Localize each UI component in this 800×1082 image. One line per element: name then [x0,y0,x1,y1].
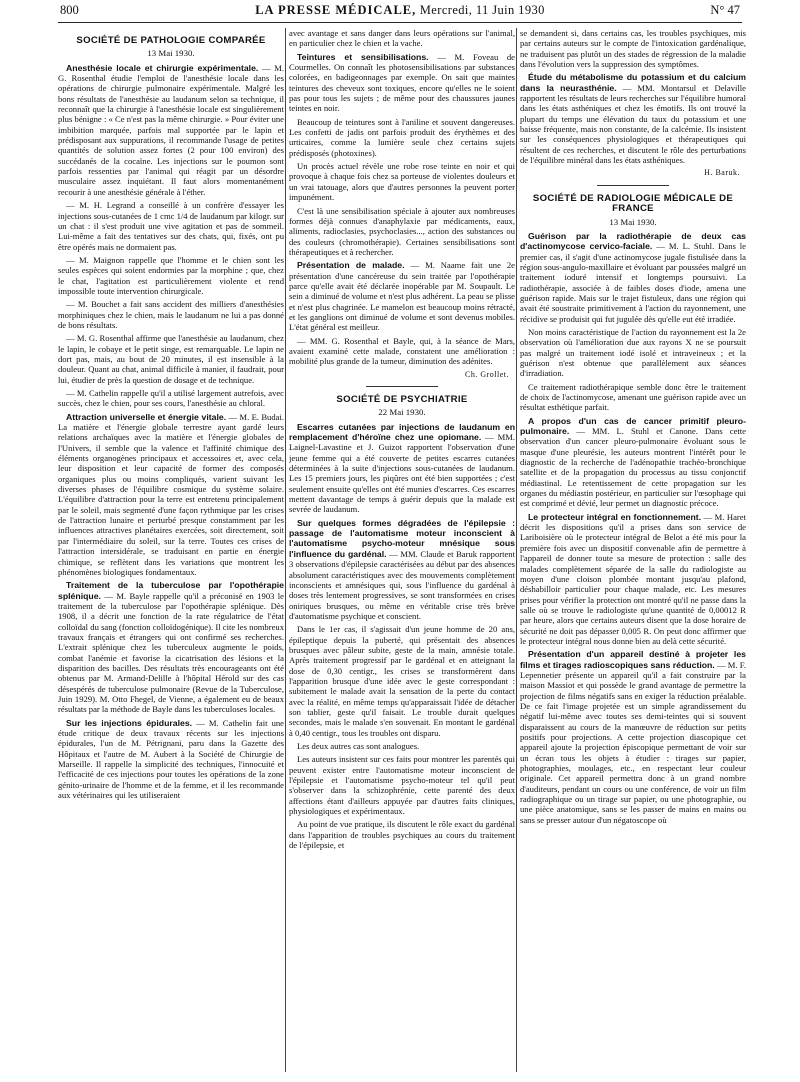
paragraph-text: Les auteurs insistent sur ces faits pour montrer les parentés qui peuvent exister entre l'automatisme moteur inconscient de l'épilepsie et l'automatisme psycho-moteur tel qu'il peut s'observer dans la schizophrénie, cette parenté des deux affections étant d'ailleurs appuyée par d'autres faits cliniques, physiologiques et expérimentaux. [289,754,515,817]
paragraph-text: — M. Foveau de Courmelles. On connaît les photosensibilisations par substances colorées, en badigeonnages par exemple. On sait que maintes teintures des cheveux sont toxiques, encore qu'elles ne le soient pas pour tous les sujets ; de même pour des chaussures jaunes teintes en noir. [289,51,515,114]
body-paragraph [520,28,746,69]
column-2 [289,28,515,1076]
column-divider [516,28,517,1072]
paragraph-text: — M. G. Rosenthal étudie l'emploi de l'anesthésie locale dans les opérations de chirurgie pulmonaire expérimentale. Malgré les bons résultats de l'anesthésie au laudanum selon sa technique, il reconnaît que la chirurgie à l'anesthésie locale est singulièrement plus bénigne : « Ce n'est pas la même chirurgie. » Pour éviter une imbibition marquée, parfois mal supportée par le lapin et prédisposant aux suppurations, il recommande l'usage de petites quantités de solution assez fortes (2 pour 100 environ) des succédanés de la cocaïne. Les injections sur le poumon sont parfois ressenties par l'animal qui réagit par un désordre musculaire assez inquiétant. Il faut alors momentanément recourir à une anesthésie générale à l'éther. [58,62,284,197]
body-paragraph [289,336,515,367]
paragraph-text: — M. Cathelin rappelle qu'il a utilisé largement autrefois, avec succès, chez le chien, pour ses cours, l'anesthésie au chloral. [58,388,284,409]
paragraph-text: Beaucoup de teintures sont à l'aniline et souvent dangereuses. Les confetti de jadis ont parfois produit des érythèmes et des urticaires, comme la lumière seule chez certains sujets prédisposés (photoxines). [289,116,515,158]
section-title: SOCIÉTÉ DE PSYCHIATRIE [336,394,468,405]
header-rule [58,22,742,23]
article-heading: Traitement de la tuberculose par l'opothérapie splénique. [58,580,284,601]
paragraph-text: — M. F. Lepennetier présente un appareil qu'il a fait construire par la maison Massiot et qui possède le grand avantage de permettre la projection de films négatifs sans en exiger la réduction préalable. De ce fait l'image projetée est un simple agrandissement du négatif lui-même avec toutes ses demi-teintes qui si souvent disparaissent au cours de la manœuvre de réduction sur petits positifs pour projections. A cette projection diascopique cet appareil ajoute la projection épiscopique permettant de voir sur un écran tous les objets à étudier : tirages sur papier, photographies, moulages, etc., en respectant leur couleur originale. Cet appareil permettra donc à un grand nombre d'auditeurs, pendant un cours ou une conférence, de voir un film radiographique ou un tirage sur papier, ou une photographie, ou une pièce anatomique, sans se les passer de mains en mains ou sans se presser autour d'un négatoscope où [520,659,746,825]
journal-name: LA PRESSE MÉDICALE, [255,3,417,17]
body-paragraph [289,117,515,158]
paragraph-text: Un procès actuel révèle une robe rose teinte en noir et qui provoque à chaque fois chez sa porteuse de violentes douleurs et un vrai tatouage, alors que d'autres personnes la peuvent porter impunément. [289,161,515,203]
paragraph-text: — M. Bayle rappelle qu'il a préconisé en 1903 le traitement de la tuberculose par l'opothérapie splénique. Dès 1908, il a décrit une fonction de la rate régulatrice de l'état colloïdal du sang (fonction colloïdogénique). Il cite les nombreux travaux français et étrangers qui ont confirmé ses recherches. L'extrait splénique chez les tuberculeux augmente le poids, combat l'anémie et favorise la cicatrisation des lésions et la disparition des bacilles. Des résultats très encourageants ont été obtenus par M. Armand-Delille à l'hôpital Hérold sur des cas désespérés de tuberculose pulmonaire (Revue de la Tuberculose, Juin 1929). M. Otto Fhegel, de Vienne, a également eu de beaux résultats par la méthode de Bayle dans les tuberculoses locales. [58,590,284,715]
article-heading: Étude du métabolisme du potassium et du calcium dans la neurasthénie. [520,72,746,93]
running-header [58,3,742,21]
body-paragraph [289,206,515,258]
section-title: SOCIÉTÉ DE PATHOLOGIE COMPARÉE [76,35,266,46]
article-paragraph [520,72,746,165]
issue-date: Mercredi, 11 Juin 1930 [419,3,545,17]
article-heading: Guérison par la radiothérapie de deux cas d'actinomycose cervico-faciale. [520,230,746,252]
article-paragraph [58,63,284,197]
paragraph-text: — M. Maignon rappelle que l'homme et le chien sont les seules espèces qui soient endormies par la morphine ; que, chez le chat, l'agitation est particulièrement violente et rend impossible toute intervention chirurgicale. [58,254,284,296]
paragraph-text: — MM. G. Rosenthal et Bayle, qui, à la séance de Mars, avaient examiné cette malade, constatent une amélioration : mobilité plus grande de la tumeur, diminution des adénites. [289,335,515,367]
column-divider [285,28,286,1072]
paragraph-text: — M. Haret décrit les dispositions qu'il a prises dans son service de Lariboisière où le protecteur intégral de Belot a été mis pour la première fois avec un dispositif convenable afin de permettre à l'appareil de donner toute sa mesure de protection : salle des malades complètement séparée de la salle du radiologiste au moyen d'une cloison plombée montant jusqu'au plafond, déshabilloir particulier pour chaque malade, etc. Les mesures prises pour vérifier la protection ont montré qu'il ne passe dans la salle où se trouve le radiologiste qu'une quantité de 0,00012 R par heure, alors que certains auteurs disent que la dose horaire de sécurité ne doit pas dépasser 0,005 R. On peut donc affirmer que le protecteur intégral nous donne bien au delà cette sécurité. [520,511,746,646]
article-paragraph [58,580,284,714]
paragraph-text: C'est là une sensibilisation spéciale à ajouter aux nombreuses formes déjà connues d'anaphylaxie par médicaments, eaux, aliments, radioclasies, psychoclasies..., action des substances ou des couleurs (chromothérapie). Certaines sensibilisations sont thérapeutiques et à rechercher. [289,205,515,257]
body-paragraph [520,382,746,413]
paragraph-text: Ce traitement radiothérapique semble donc être le traitement de choix de l'actinomycose, amenant une guérison rapide avec un résultat esthétique parfait. [520,381,746,413]
signature: Ch. Grollet. [465,369,509,379]
paragraph-text: avec avantage et sans danger dans leurs opérations sur l'animal, en particulier chez le chien et la vache. [289,28,515,49]
paragraph-text: — M. Naame fait une 2e présentation d'une cancéreuse du sein traitée par l'opothérapie parce qu'elle avait été déclarée inopérable par M. Soupault. Le sein a diminué de volume et n'est plus adhérent. La peau se plisse et n'est plus chagrinée. Le mamelon est beaucoup moins rétracté, et les ganglions ont diminué de volume et sont devenus mobiles. L'état général est meilleur. [289,260,515,333]
article-heading: Le protecteur intégral en fonctionnement. [528,511,702,522]
article-heading: Escarres cutanées par injections de laudanum en remplacement d'héroïne chez une opiomane. [289,421,515,443]
article-heading: Sur les injections épidurales. [66,717,193,728]
column-1 [58,28,284,1076]
section-date: 13 Mai 1930. [609,216,657,227]
body-paragraph [289,741,515,751]
body-paragraph [289,819,515,850]
article-paragraph [520,649,746,825]
body-paragraph [58,200,284,252]
paragraph-text: — M. E. Budai. La matière et l'énergie globale terrestre ayant gardé leurs relations archaïques avec la matière et l'énergie globales de l'Univers, il semble que la valence et l'affinité chimique des éléments organogènes principaux et accessoires et, avec cela, leur disposition et leur capacité de former des composés organiques plus ou moins compliqués, varient suivant les diverses phases de l'équilibre cosmique du système solaire. L'équilibre d'attraction pour la terre est entretenu principalement par le soleil, mais segmenté d'une façon rythmique par les crises de l'attraction lunaire et perturbé presque constamment par les influences attractives planétaires exercées, soit directement, soit par l'intermédiaire du soleil, sur la terre. Toutes ces crises de l'attraction intersidérale, se traduisant en partie en énergie chimique, se reflètent dans les variations que montrent les phénomènes biologiques fondamentaux. [58,411,284,577]
article-paragraph [520,416,746,509]
column-3 [520,28,746,1076]
article-heading: Teintures et sensibilisations. [297,51,429,62]
paragraph-text: Non moins caractéristique de l'action du rayonnement est la 2e observation où l'amélioration due aux rayons X ne se poursuit pas malgré un traitement iodé isolé et intraveineux ; et la guérison n'est obtenue que parallèlement aux séances d'irradiation. [520,326,746,379]
section-date: 13 Mai 1930. [147,48,195,59]
signature: H. Baruk. [704,168,740,178]
paragraph-text: se demandent si, dans certains cas, les troubles psychiques, mis par certains auteurs sur le compte de l'intoxication gardénalique, ne traduisent pas plutôt un des stades de régression de la maladie dans l'évolution vers la suppression des symptômes. [520,28,746,70]
body-paragraph [289,754,515,816]
page-number: 800 [60,3,79,17]
article-paragraph [58,718,284,801]
paragraph-text: — M. H. Legrand a conseillé à un confrère d'essayer les injections sous-cutanées de 1 cmc 1/4 de laudanum par kilogr. sur un chat : il s'est produit une vive agitation et pas de sommeil. Lui-même a fait des tentatives sur des chats, qui, fixés, ont pu être opérés mais ne dormaient pas. [58,200,284,252]
article-paragraph [289,260,515,332]
article-heading: A propos d'un cas de cancer primitif pleuro-pulmonaire. [520,415,746,437]
body-paragraph [58,388,284,409]
paragraph-text: — M. Bouchet a fait sans accident des milliers d'anesthésies morphiniques chez le chien, mais le laudanum ne lui a pas donné de bons résultats. [58,299,284,330]
journal-title [58,3,742,18]
paragraph-text: — MM. L. Stuhl et Canone. Dans cette observation d'un cancer pleuro-pulmonaire évoluant sous le masque d'une pleurésie, les auteurs montrent l'intérêt pour le diagnostic de la recherche de l'adénopathie trachéo-bronchique satellite et de la propagation du processus au tissu conjonctif médiastinal. Le retentissement de cette propagation sur les organes du médiastin postérieur, en particulier sur l'œsophage qui est comprimé et dévié, leur permet un diagnostic précoce. [520,426,746,509]
article-heading: Attraction universelle et énergie vitale. [66,411,227,422]
article-paragraph [520,231,746,324]
article-paragraph [289,518,515,621]
article-paragraph [58,412,284,578]
body-paragraph [289,28,515,49]
article-heading: Anesthésie locale et chirurgie expérimentale. [66,62,259,73]
paragraph-text: — MM. Montarsul et Delaville rapportent les résultats de leurs recherches sur l'équilibre humoral dans les états asthéniques et chez les émotifs. Ils ont trouvé la plupart du temps une élévation du taux du potassium et une baisse fréquente, mais non constante, de la calcémie. Ils insistent sur les conséquences physiologiques et thérapeutiques qui résultent de ces recherches, et discutent le rôle des perturbations de l'équilibre minéral dans les états asthéniques. [520,82,746,166]
article-heading: Sur quelques formes dégradées de l'épilepsie : passage de l'automatisme moteur inconscient à l'automatisme psycho-moteur mnésique sous l'influence du gardénal. [289,517,515,559]
paragraph-text: — MM. Laignel-Lavastine et J. Guizot rapportent l'observation d'une jeune femme qui a été couverte de petites escarres cutanées déterminées à la suite d'injections sous-cutanées de laudanum. Les 15 premiers jours, les piqûres ont été bien supportées ; c'est seulement ensuite qu'elles ont été munies d'escarres. Ces escarres mettent davantage de temps à guérir depuis que la malade est sevrée de laudanum. [289,432,515,515]
paragraph-text: Les deux autres cas sont analogues. [297,741,420,751]
article-heading: Présentation de malade. [297,260,405,271]
paragraph-text: — M. Cathelin fait une étude critique de deux travaux récents sur les injections épidurales, l'un de M. Pétrignani, paru dans la Gazette des Hôpitaux et l'autre de M. Aubert à la Société de Chirurgie de Marseille. Il rappelle la simplicité des techniques, l'innocuité et l'efficacité de ces injections pour toutes les opérations de la zone génito-urinaire de l'homme et de la femme, et il les recommande aux vétérinaires qui les utiliseraient [58,717,284,801]
body-paragraph [289,624,515,738]
section-date: 22 Mai 1930. [378,407,426,418]
section-title: SOCIÉTÉ DE RADIOLOGIE MÉDICALE DE FRANCE [532,192,734,215]
paragraph-text: — MM. Claude et Baruk rapportent 3 observations d'épilepsie caractérisées au début par des absences absolument caractéristiques avec des mouvements complètement inconscients et amnésiques qui, sous l'influence du gardénal à doses très lentement progressives, se sont transformées en crises oniriques brusques, ou même en véritable crise très brève d'automatisme psychique et conscient. [289,548,515,621]
article-paragraph [289,422,515,515]
paragraph-text: — M. G. Rosenthal affirme que l'anesthésie au laudanum, chez le lapin, le cobaye et le petit singe, est remarquable. Le lapin ne dort pas, mais, au bout de 20 minutes, il est insensible à la douleur. Quant au chat, animal difficile à manier, il faudrait, pour lui, étudier de près la question de dosage et de technique. [58,333,284,385]
article-heading: Présentation d'un appareil destiné à projeter les films et tirages radioscopiques sans réduction. [520,649,746,670]
article-paragraph [520,512,746,646]
paragraph-text: Au point de vue pratique, ils discutent le rôle exact du gardénal dans l'apparition de troubles psychiques au cours du traitement de l'épilepsie, et [289,819,515,851]
article-paragraph [289,52,515,114]
body-paragraph [289,161,515,202]
paragraph-text: Dans le 1er cas, il s'agissait d'un jeune homme de 20 ans, épileptique depuis la puberté, qui présentait des absences brusques avec pâleur subite, geste de la main, amnésie totale. Après traitement progressif par le gardénal et en atteignant la dose de 0,30 centigr., les crises se transformèrent dans l'apparition brusque d'une idée avec le geste correspondant : subitement le malade avait la sensation de la perte du contact avec la réalité, en même temps qu'apparaissait l'idée de détacher son tablier, geste qu'il faisait. Le trouble durait quelques secondes, mais le malade s'en souvenait. En montant le gardénal à 0,40 centigr., tous les troubles ont disparu. [289,624,515,738]
section-separator [366,386,438,387]
issue-number: N° 47 [710,3,740,17]
body-paragraph [58,299,284,330]
body-paragraph [58,333,284,385]
body-paragraph [520,327,746,379]
paragraph-text: — M. L. Stuhl. Dans le premier cas, il s'agit d'une actinomycose jugale fistulisée dans la région sous-angulo-maxillaire et évoluant par poussées malgré un traitement ioduré intensif et longtemps poursuivi. La radiothérapie, associée à de faibles doses d'iode, amena une guérison rapide. Mais sur le trajet fistuleux, dans une région qui avait été soustraite primitivement à l'action du rayonnement, une récidive se produisit qui fut jugulée dès qu'elle eut été irradiée. [520,241,746,324]
body-paragraph [58,255,284,296]
section-separator [597,185,669,186]
